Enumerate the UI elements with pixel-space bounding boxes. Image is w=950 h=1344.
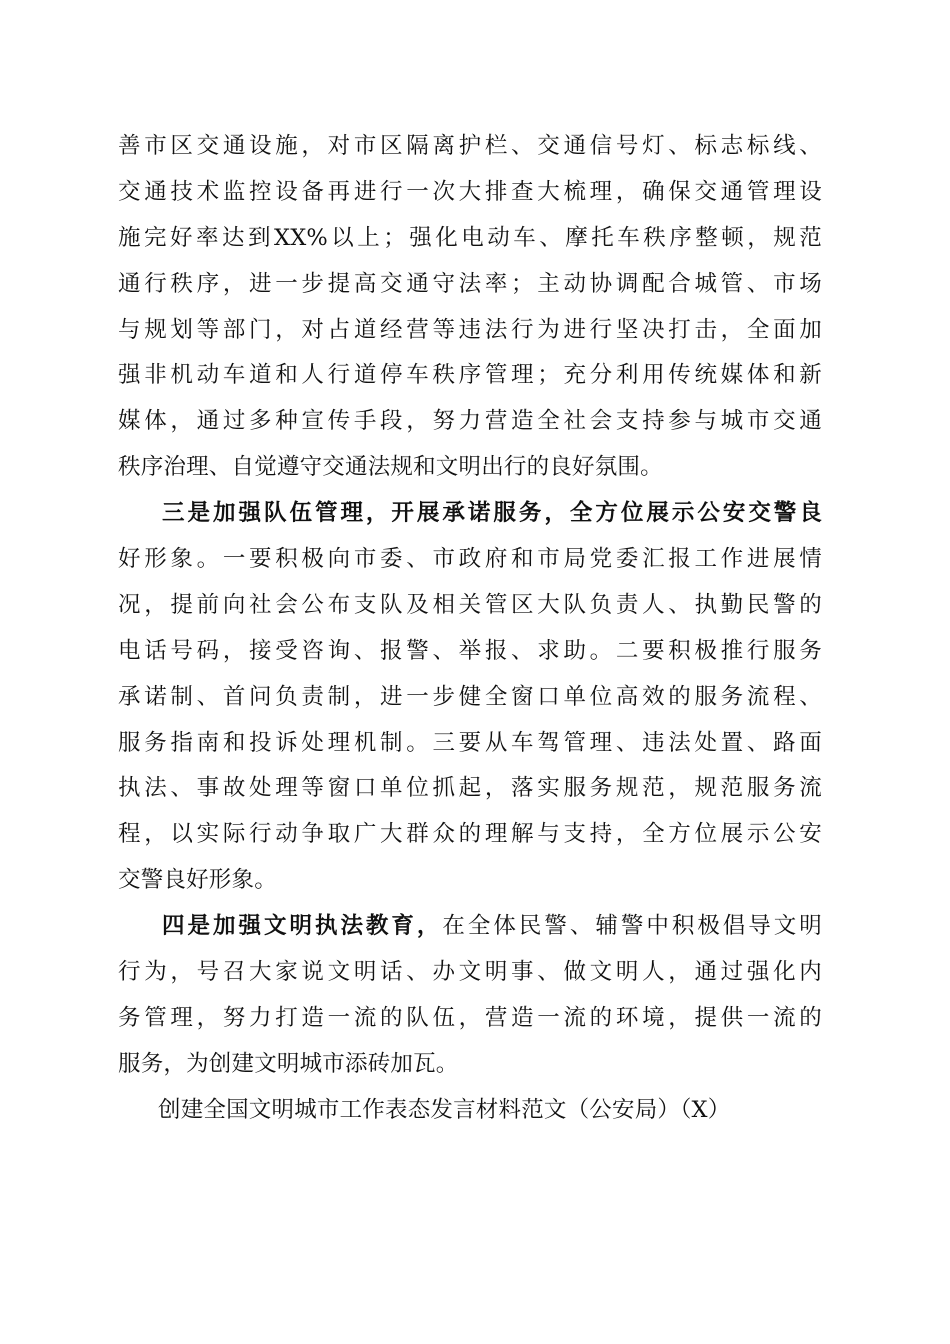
text-line: 善市区交通设施，对市区隔离护栏、交通信号灯、标志标线、 — [118, 133, 822, 159]
paragraph-heading: 三是加强队伍管理，开展承诺服务，全方位展示公安交警良 — [162, 500, 822, 527]
text-line: 秩序治理、自觉遵守交通法规和文明出行的良好氛围。 — [118, 454, 663, 481]
text-line: 程，以实际行动争取广大群众的理解与支持，全方位展示公安 — [118, 821, 822, 848]
paragraph-civilized-law-enforcement — [118, 904, 822, 1088]
text-line: 交警良好形象。 — [118, 867, 277, 894]
text-line: 行为，号召大家说文明话、办文明事、做文明人，通过强化内 — [118, 959, 822, 986]
text-line: 况，提前向社会公布支队及相关管区大队负责人、执勤民警的 — [118, 591, 822, 618]
paragraph-heading-line — [118, 491, 822, 537]
text-line: 媒体，通过多种宣传手段，努力营造全社会支持参与城市交通 — [118, 408, 822, 435]
text-line: 务管理，努力打造一流的队伍，营造一流的环境，提供一流的 — [118, 1004, 822, 1031]
text-line: 施完好率达到XX%以上；强化电动车、摩托车秩序整顿，规范 — [118, 224, 822, 251]
text-line: 电话号码，接受咨询、报警、举报、求助。二要积极推行服务 — [118, 637, 822, 664]
text-line: 强非机动车道和人行道停车秩序管理；充分利用传统媒体和新 — [118, 362, 822, 389]
text-line: 承诺制、首问负责制，进一步健全窗口单位高效的服务流程、 — [118, 683, 822, 710]
paragraph-heading-line — [118, 904, 822, 950]
document-caption: 创建全国文明城市工作表态发言材料范文（公安局）（X） — [158, 1096, 731, 1123]
paragraph-heading-rest: 在全体民警、辅警中积极倡导文明 — [442, 913, 822, 940]
text-line: 通行秩序，进一步提高交通守法率；主动协调配合城管、市场 — [118, 270, 822, 297]
paragraph-heading: 四是加强文明执法教育， — [162, 913, 443, 940]
paragraph-traffic-facilities — [118, 124, 822, 491]
text-line: 好形象。一要积极向市委、市政府和市局党委汇报工作进展情 — [118, 546, 822, 573]
paragraph-team-management — [118, 491, 822, 904]
text-line: 交通技术监控设备再进行一次大排查大梳理，确保交通管理设 — [118, 178, 822, 205]
text-line: 与规划等部门，对占道经营等违法行为进行坚决打击，全面加 — [118, 316, 822, 343]
text-line: 服务指南和投诉处理机制。三要从车驾管理、违法处置、路面 — [118, 729, 822, 756]
document-page — [118, 124, 822, 1134]
text-line: 执法、事故处理等窗口单位抓起，落实服务规范，规范服务流 — [118, 775, 822, 802]
text-line: 服务，为创建文明城市添砖加瓦。 — [118, 1050, 459, 1077]
